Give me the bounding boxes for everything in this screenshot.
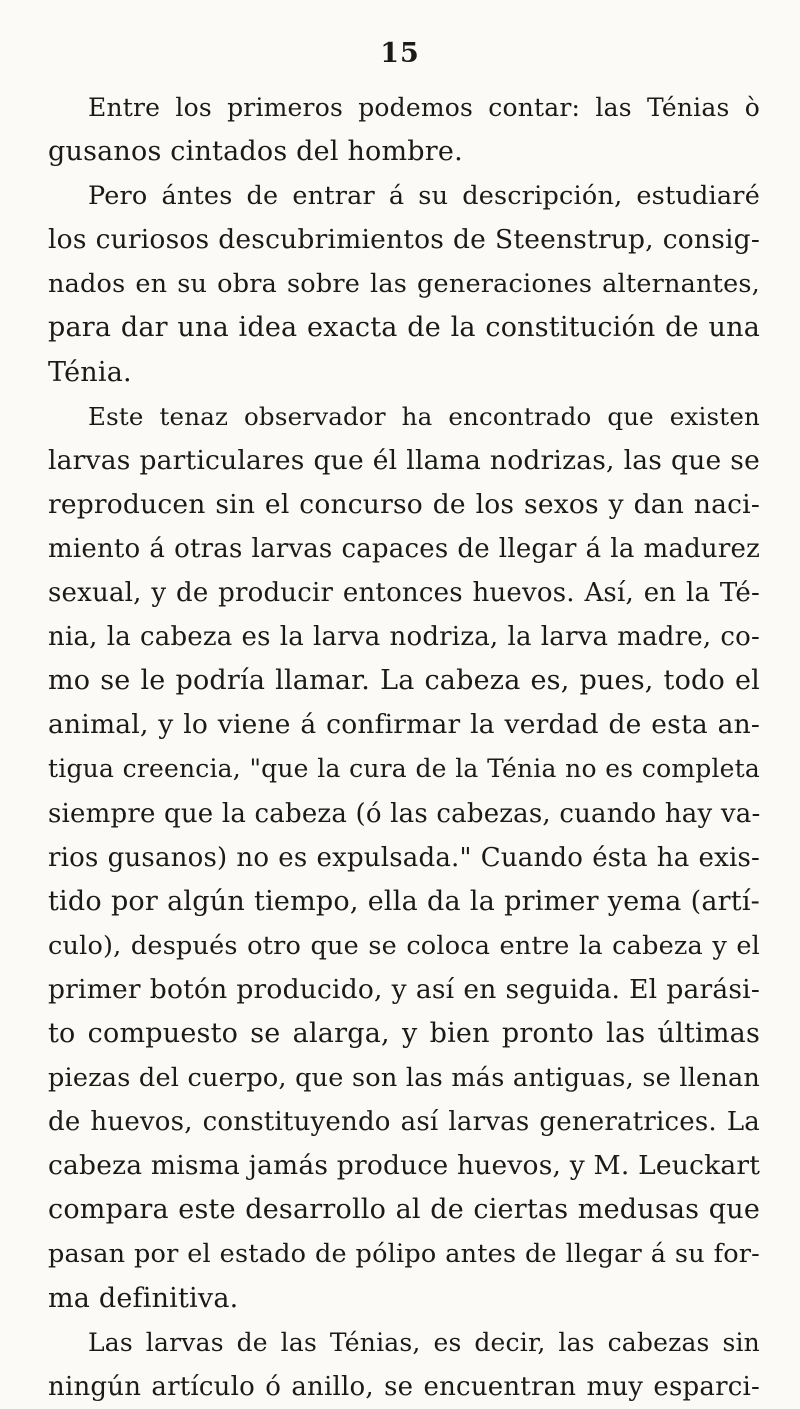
text-line: ningún artículo ó anillo, se encuentran muy esparci- bbox=[48, 1371, 760, 1402]
text-line: pasan por el estado de pólipo antes de llegar á su for- bbox=[48, 1239, 760, 1270]
text-line: Ténia. bbox=[48, 356, 132, 388]
text-line: miento á otras larvas capaces de llegar á la madurez bbox=[48, 533, 760, 564]
text-line: para dar una idea exacta de la constitución de una bbox=[48, 312, 760, 344]
text-line: nia, la cabeza es la larva nodriza, la larva madre, co- bbox=[48, 622, 760, 653]
text-line: nados en su obra sobre las generaciones alternantes, bbox=[48, 269, 760, 300]
text-line: siempre que la cabeza (ó las cabezas, cuando hay va- bbox=[48, 798, 761, 829]
text-line: culo), después otro que se coloca entre la cabeza y el bbox=[48, 930, 760, 961]
text-line: de huevos, constituyendo así larvas generatrices. La bbox=[48, 1107, 760, 1138]
body-text bbox=[48, 86, 760, 1409]
text-line: tigua creencia, "que la cura de la Ténia no es completa bbox=[48, 754, 760, 784]
text-line: to compuesto se alarga, y bien pronto las últimas bbox=[48, 1017, 760, 1049]
text-line: sexual, y de producir entonces huevos. Así, en la Té- bbox=[48, 578, 760, 609]
text-line: Pero ántes de entrar á su descripción, estudiaré bbox=[88, 181, 760, 212]
text-line: compara este desarrollo al de ciertas medusas que bbox=[48, 1194, 760, 1226]
text-line: gusanos cintados del hombre. bbox=[48, 136, 463, 168]
text-line: Entre los primeros podemos contar: las Ténias ò bbox=[88, 93, 760, 122]
text-line: piezas del cuerpo, que son las más antiguas, se llenan bbox=[48, 1063, 760, 1094]
text-line: cabeza misma jamás produce huevos, y M. Leuckart bbox=[48, 1150, 761, 1182]
text-line: tido por algún tiempo, ella da la primer yema (artí- bbox=[48, 885, 760, 917]
text-line: rios gusanos) no es expulsada." Cuando ésta ha exis- bbox=[48, 842, 760, 873]
text-line: los curiosos descubrimientos de Steenstrup, consig- bbox=[48, 224, 760, 256]
text-line: Las larvas de las Ténias, es decir, las cabezas sin bbox=[88, 1327, 760, 1357]
text-line: primer botón producido, y así en seguida. El parási- bbox=[48, 973, 760, 1005]
text-line: larvas particulares que él llama nodrizas, las que se bbox=[48, 444, 760, 476]
text-line: Este tenaz observador ha encontrado que existen bbox=[88, 401, 760, 431]
text-line: mo se le podría llamar. La cabeza es, pues, todo el bbox=[48, 665, 760, 697]
text-line: reproducen sin el concurso de los sexos y dan naci- bbox=[48, 488, 760, 520]
text-line: animal, y lo viene á confirmar la verdad de esta an- bbox=[48, 709, 760, 741]
text-line: ma definitiva. bbox=[48, 1282, 239, 1314]
page-number: 15 bbox=[380, 38, 420, 69]
